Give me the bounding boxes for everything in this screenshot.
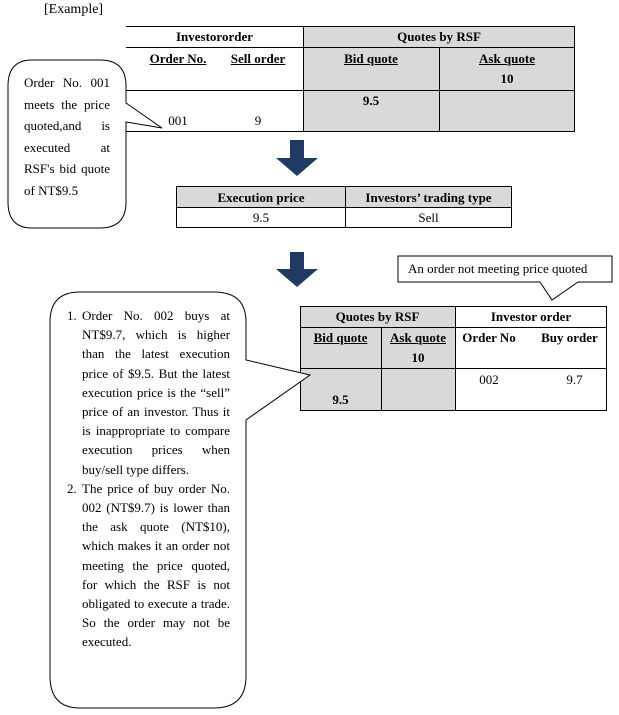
col-bid-quote-2: Bid quote [313, 330, 368, 345]
down-arrow-2 [276, 252, 318, 287]
header-investor-order: Investororder [175, 29, 254, 44]
bubble-2-text [60, 306, 230, 652]
execution-price-value: 9.5 [252, 209, 270, 225]
header-trading-type: Investors’ trading type [365, 189, 492, 205]
col-ask-quote: Ask quote [479, 51, 535, 66]
order-no-value: 001 [168, 113, 188, 128]
col-order-no-2: Order No [462, 330, 516, 345]
col-bid-quote: Bid quote [344, 51, 398, 66]
col-order-no: Order No. [149, 51, 207, 66]
callout-text: An order not meeting price quoted [408, 261, 588, 276]
order-no-value-2: 002 [479, 372, 499, 387]
header-quotes-by-rsf: Quotes by RSF [397, 29, 481, 44]
sell-order-value: 9 [254, 113, 262, 128]
example-label: [Example] [44, 2, 104, 17]
col-ask-quote-2: Ask quote [390, 330, 446, 345]
bubble-2-item-1: 1. Order No. 002 buys at NT$9.7, which is higher than the latest execution price of $9.5. But the latest execution price is the “sell” price of an investor. Thus it is inappropriate to compare execution prices when buy/sell type differs. [80, 306, 230, 479]
header-investor-order-2: Investor order [490, 308, 572, 324]
header-execution-price: Execution price [217, 189, 305, 205]
bid-quote-value-2: 9.5 [332, 392, 349, 407]
trading-type-value: Sell [418, 209, 439, 225]
col-sell-order: Sell order [230, 51, 286, 66]
buy-order-value: 9.7 [566, 372, 583, 387]
bubble-2-list [60, 306, 230, 652]
down-arrow-1 [276, 140, 318, 176]
bid-quote-value: 9.5 [362, 93, 380, 108]
ask-quote-value: 10 [500, 71, 514, 86]
ask-quote-value-2: 10 [411, 350, 425, 365]
bubble-2-item-2: 2. The price of buy order No. 002 (NT$9.7) is lower than the ask quote (NT$10), which makes it an order not meeting the price quoted, for which the RSF is not obligated to execute a trade. So the order may not be executed. [80, 479, 230, 652]
header-quotes-by-rsf-2: Quotes by RSF [335, 308, 420, 324]
col-buy-order: Buy order [541, 330, 598, 345]
bubble-1-text: Order No. 001 meets the price quoted,and is executed at RSF's bid quote of NT$9.5 [24, 75, 110, 198]
